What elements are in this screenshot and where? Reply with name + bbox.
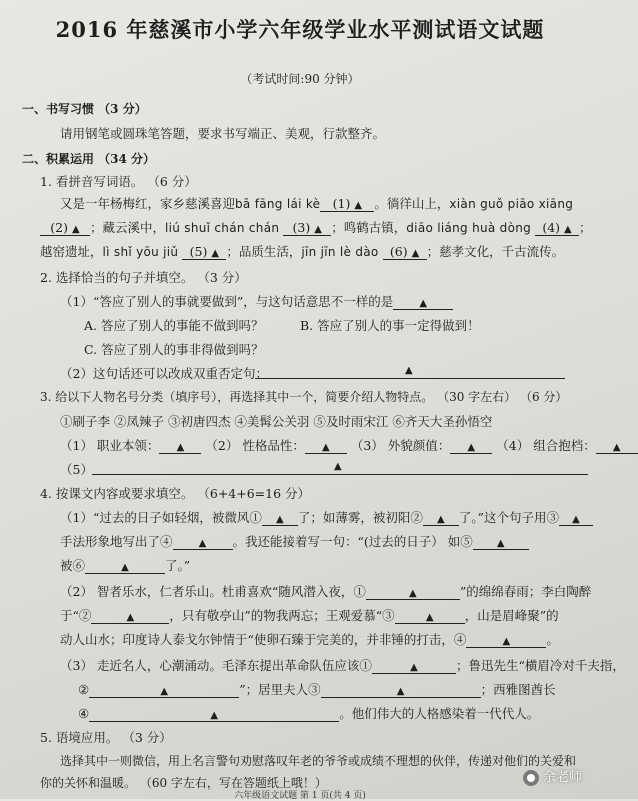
q4-part1-line2: 手法形象地写出了④ ▲ 。我还能接着写一句：“(过去的日子） 如⑤ ▲ (60, 532, 529, 550)
answer-blank[interactable]: ▲ (395, 608, 465, 624)
answer-blank[interactable]: ▲ (91, 608, 169, 624)
answer-blank[interactable]: ▲ (559, 510, 593, 526)
answer-blank[interactable]: ▲ (89, 706, 339, 722)
answer-blank[interactable]: ▲ (173, 534, 233, 550)
q1-line1: 又是一年杨梅红，家乡慈溪喜迎bā fāng lái kè (1) ▲ 。徜徉山上，xiàn guǒ piāo xiāng (60, 196, 574, 211)
wechat-icon (523, 770, 539, 786)
answer-blank[interactable]: ▲ (596, 438, 638, 454)
answer-blank[interactable]: (1) ▲ (320, 196, 374, 212)
q2-sentence1: （1）“答应了别人的事就要做到”，与这句话意思不一样的是 ▲ (60, 292, 453, 310)
q4-part1-line3: 被⑥ ▲ 了。” (60, 558, 191, 573)
page-title: 2016 年慈溪市小学六年级学业水平测试语文试题 (55, 17, 545, 42)
answer-blank[interactable]: ▲ (423, 510, 459, 526)
q5-text-line2: 你的关怀和温暖。 （60 字左右，写在答题纸上哦！） (40, 776, 327, 790)
answer-blank[interactable]: ▲ (305, 438, 347, 454)
answer-blank[interactable]: ▲ (89, 682, 239, 698)
answer-blank[interactable]: ▲ (366, 584, 460, 600)
q3-names: ①刷子李 ②凤辣子 ③初唐四杰 ④美髯公关羽 ⑤及时雨宋江 ⑥齐天大圣孙悟空 (60, 414, 493, 429)
q1-heading: 1. 看拼音写词语。 （6 分） (40, 174, 197, 189)
answer-blank[interactable]: ▲ (466, 632, 546, 648)
answer-blank[interactable]: (3) ▲ (283, 220, 331, 236)
q2-heading: 2. 选择恰当的句子并填空。 （3 分） (40, 270, 247, 285)
answer-line[interactable] (255, 378, 565, 379)
answer-blank[interactable]: ▲ (473, 534, 529, 550)
q4-part1-line1: （1）“过去的日子如轻烟，被微风① ▲ 了；如薄雾，被初阳② ▲ 了。”这个句子用③ ▲ (60, 508, 593, 526)
q4-part3-line1: （3） 走近名人，心潮涌动。毛泽东提出革命队伍应该① ▲ ；鲁迅先生“横眉冷对千夫指， (60, 658, 625, 673)
answer-blank[interactable]: ▲ (450, 438, 492, 454)
section1-text: 请用钢笔或圆珠笔答题，要求书写端正、美观，行款整齐。 (60, 126, 386, 141)
q3-categories: （1） 职业本领： ▲ （2） 性格品性： ▲ （3） 外貌颜值： ▲ （4） 组合抱档： ▲ (60, 436, 638, 454)
answer-blank[interactable]: (6) ▲ (383, 244, 427, 260)
answer-blank[interactable]: ▲ (159, 438, 201, 454)
q2-sentence2: （2）这句话还可以改成双重否定句： (60, 366, 268, 381)
q2-option-c: C. 答应了别人的事非得做到吗？ (84, 342, 264, 357)
answer-blank[interactable]: ▲ (262, 510, 298, 526)
answer-blank[interactable]: (2) ▲ (40, 220, 90, 236)
answer-blank[interactable]: (5) ▲ (182, 244, 226, 260)
exam-duration: （考试时间:90 分钟） (240, 72, 360, 86)
section1-heading: 一、书写习惯 （3 分） (22, 102, 147, 116)
q2-option-b: B. 答应了别人的事一定得做到！ (300, 318, 480, 333)
answer-mark: ▲ (334, 461, 342, 472)
answer-blank[interactable]: (4) ▲ (535, 220, 579, 236)
q4-part2-line3: 动人山水；印度诗人泰戈尔钟情于“使卵石臻于完美的，并非锤的打击，④ ▲ 。 (60, 632, 559, 647)
q4-part2-line2: 于“② ▲ ，只有敬亭山”的物我两忘；王观爱慕“③ ▲ ，山是眉峰聚”的 (60, 608, 559, 623)
answer-blank[interactable]: ▲ (393, 294, 453, 310)
answer-mark: ▲ (405, 365, 413, 376)
answer-line[interactable] (92, 474, 588, 475)
q4-part2-line1: （2） 智者乐水，仁者乐山。杜甫喜欢“随风潜入夜，① ▲ ”的绵绵春雨；李白陶醉 (60, 584, 592, 599)
q5-text-line1: 选择其中一则微信，用上名言警句劝慰落叹年老的爷爷或成绩不理想的伙伴，传递对他们的关爱和 (60, 754, 577, 768)
q2-option-a: A. 答应了别人的事能不做到吗？ (84, 318, 264, 333)
q4-part3-line2: ② ▲ ”；居里夫人③ ▲ ；西雅图酋长 (78, 682, 556, 697)
answer-blank[interactable]: ▲ (321, 682, 481, 698)
q1-line3: 越窑遗址，lì shǐ yōu jiǔ (5) ▲ ；品质生活，jīn jīn lè dào (6) ▲ ；慈孝文化，千古流传。 (40, 244, 565, 259)
q3-heading: 3. 给以下人物名号分类（填序号），再选择其中一个，简要介绍人物特点。 （30 字左右） （6 分） (40, 390, 568, 404)
answer-blank[interactable]: ▲ (85, 558, 165, 574)
answer-blank[interactable]: ▲ (372, 658, 456, 674)
section2-heading: 二、积累运用 （34 分） (22, 152, 156, 166)
q5-heading: 5. 语境应用。 （3 分） (40, 730, 172, 745)
q4-heading: 4. 按课文内容或要求填空。 （6+4+6=16 分） (40, 486, 311, 501)
q4-part3-line3: ④ ▲ 。他们伟大的人格感染着一代代人。 (78, 706, 540, 721)
watermark: 余老师 (523, 766, 582, 786)
page-footer: 六年级语文试题 第 1 页(共 4 页) (234, 791, 366, 801)
q1-line2: (2) ▲ ；藏云溪中，liú shuǐ chán chán (3) ▲ ；鸣鹤古镇，diāo liáng huà dòng (4) ▲ ； (40, 218, 592, 236)
q3-item5: （5） (60, 462, 93, 477)
